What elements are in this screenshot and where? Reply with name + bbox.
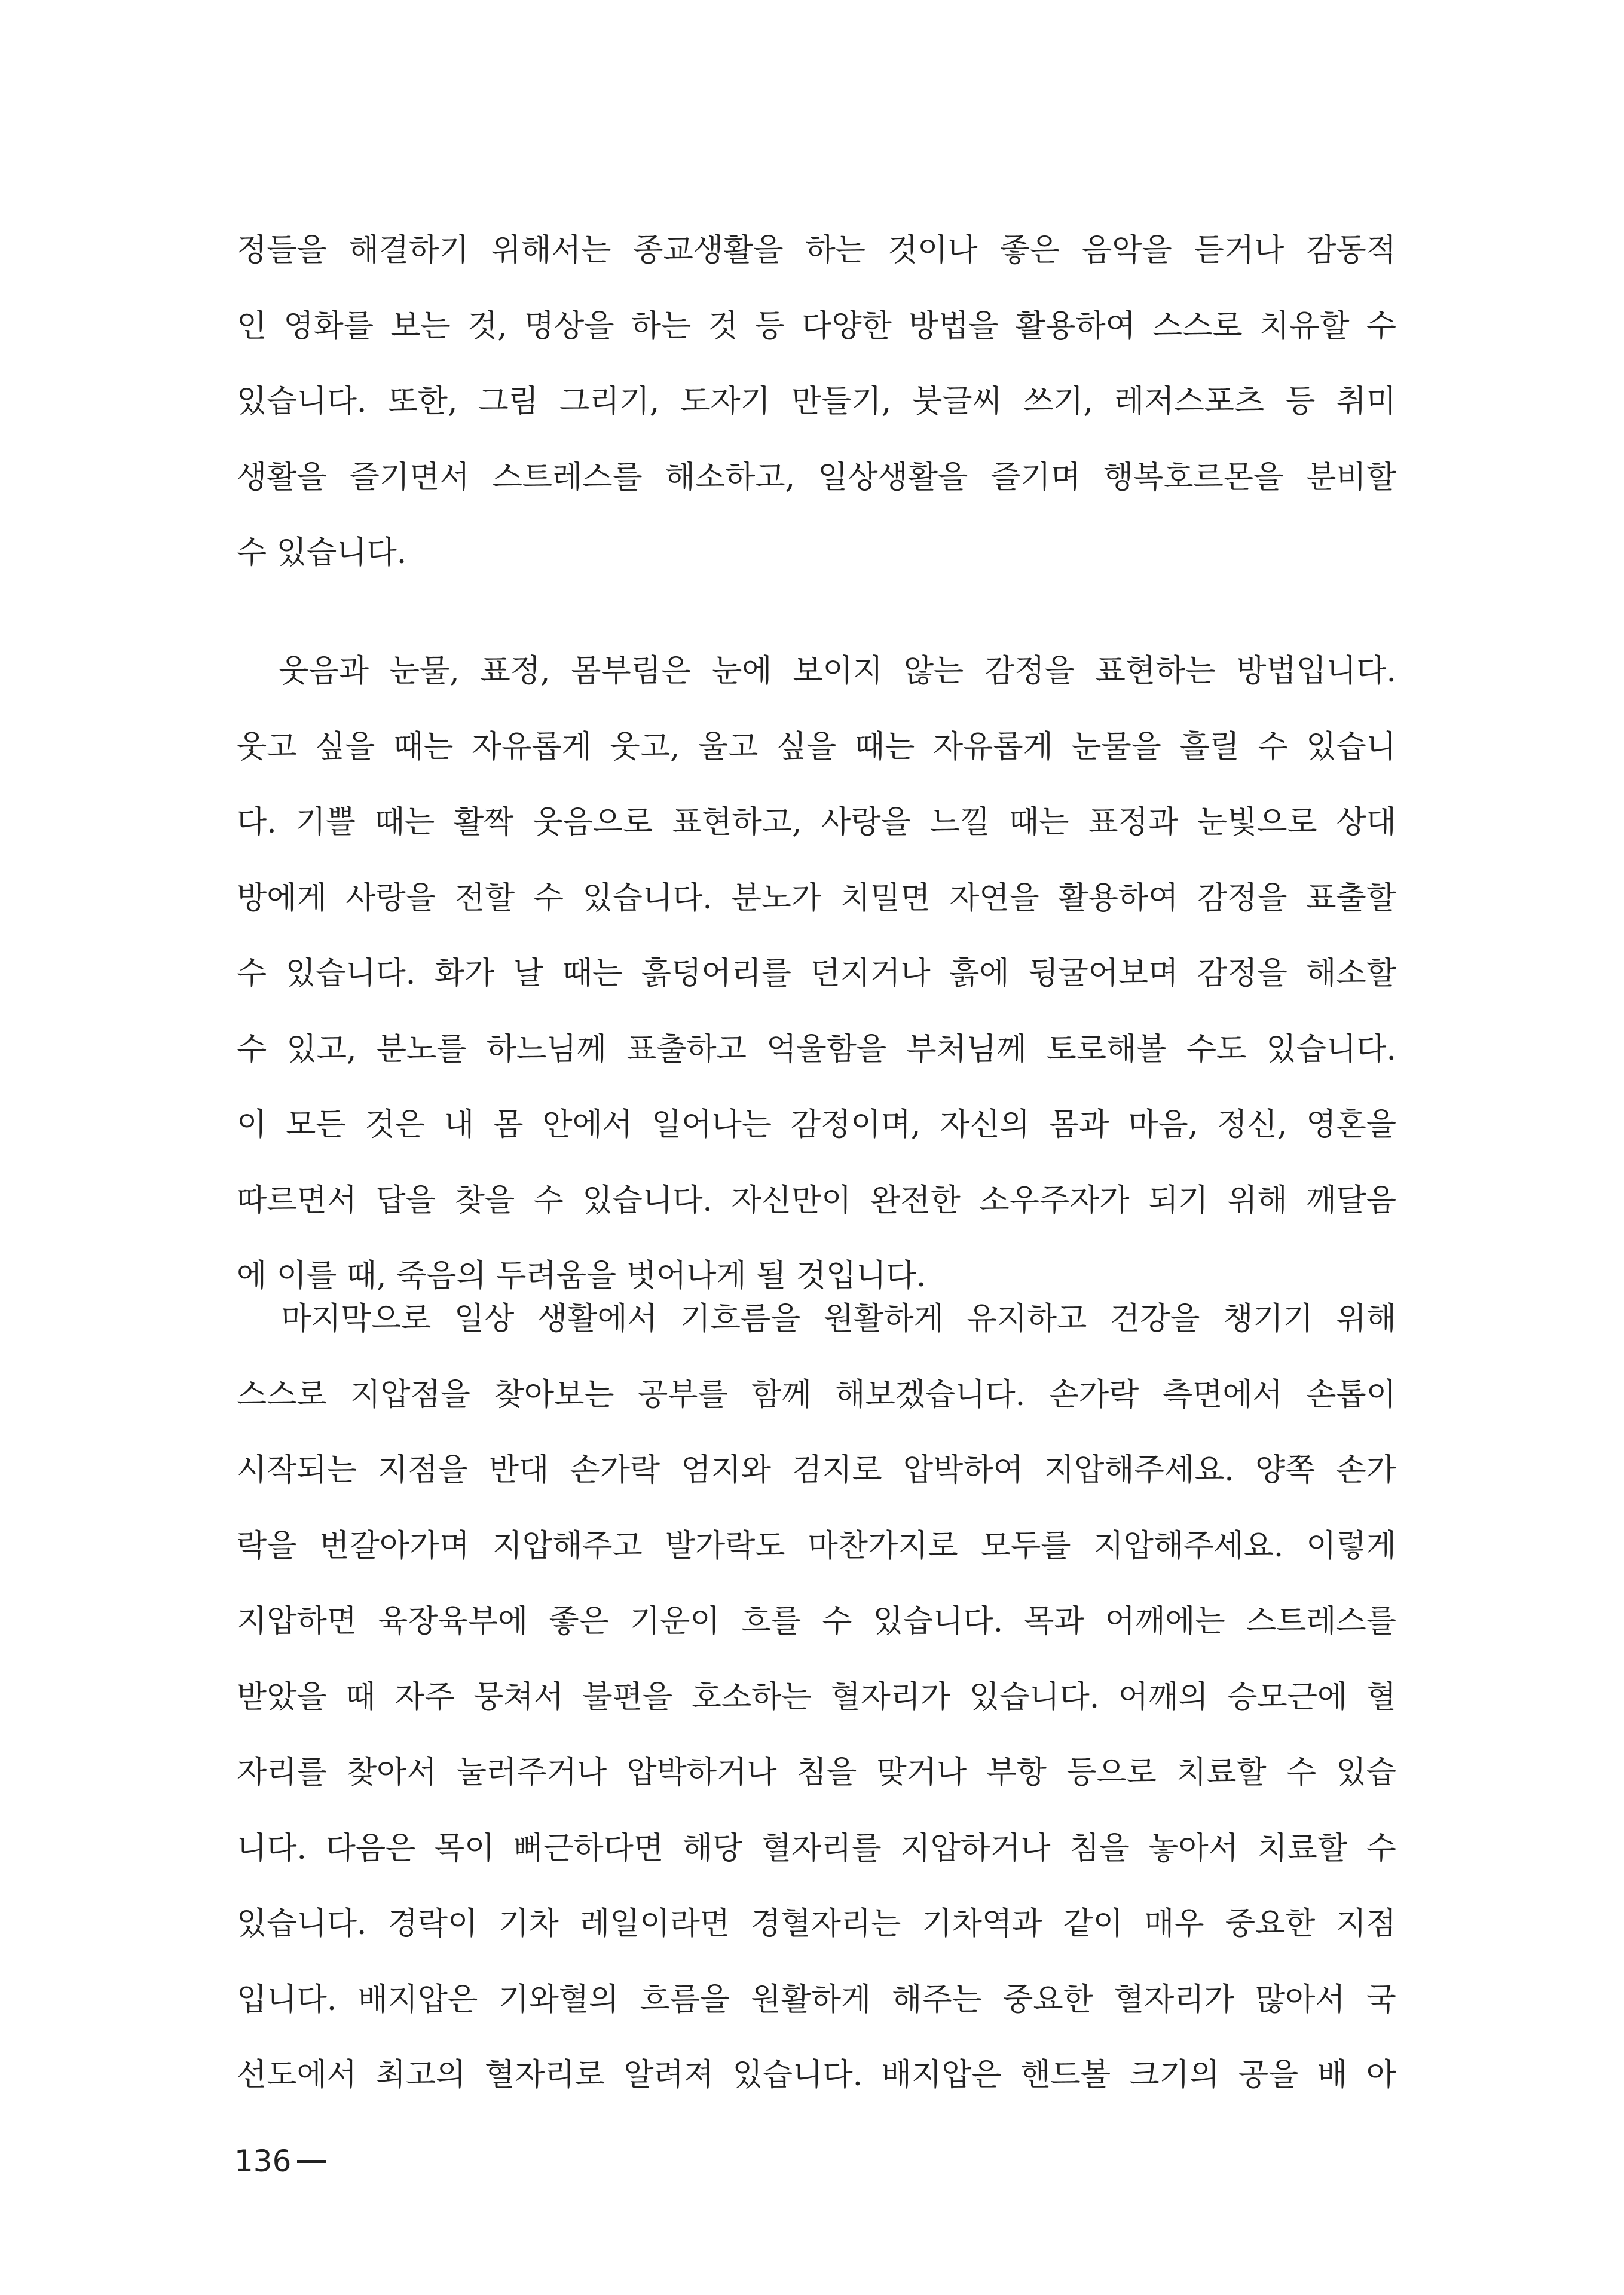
text-line: 수 있습니다. <box>237 535 407 571</box>
text-line: 정들을 해결하기 위해서는 종교생활을 하는 것이나 좋은 음악을 듣거나 감동적 <box>237 232 1396 268</box>
text-line: 있습니다. 또한, 그림 그리기, 도자기 만들기, 붓글씨 쓰기, 레저스포츠 등 취미 <box>237 384 1396 420</box>
text-line: 시작되는 지점을 반대 손가락 엄지와 검지로 압박하여 지압해주세요. 양쪽 손가 <box>237 1452 1396 1488</box>
text-line: 수 있고, 분노를 하느님께 표출하고 억울함을 부처님께 토로해볼 수도 있습니다. <box>237 1031 1396 1067</box>
text-line: 있습니다. 경락이 기차 레일이라면 경혈자리는 기차역과 같이 매우 중요한 지점 <box>237 1906 1396 1942</box>
text-line: 지압하면 육장육부에 좋은 기운이 흐를 수 있습니다. 목과 어깨에는 스트레스를 <box>237 1604 1396 1639</box>
text-line: 락을 번갈아가며 지압해주고 발가락도 마찬가지로 모두를 지압해주세요. 이렇게 <box>237 1528 1396 1564</box>
text-line: 수 있습니다. 화가 날 때는 흙덩어리를 던지거나 흙에 뒹굴어보며 감정을 해소할 <box>237 956 1396 992</box>
text-line: 웃고 싶을 때는 자유롭게 웃고, 울고 싶을 때는 자유롭게 눈물을 흘릴 수 있습니 <box>237 729 1396 765</box>
text-line: 웃음과 눈물, 표정, 몸부림은 눈에 보이지 않는 감정을 표현하는 방법입니다. <box>237 653 1396 689</box>
page-number <box>234 2137 326 2185</box>
paragraph-1 <box>237 213 1396 591</box>
text-line: 선도에서 최고의 혈자리로 알려져 있습니다. 배지압은 핸드볼 크기의 공을 배 아 <box>237 2057 1396 2093</box>
page-number-text: 136 <box>234 2144 292 2178</box>
text-line: 입니다. 배지압은 기와혈의 흐름을 원활하게 해주는 중요한 혈자리가 많아서 국 <box>237 1981 1396 2018</box>
text-line: 방에게 사랑을 전할 수 있습니다. 분노가 치밀면 자연을 활용하여 감정을 표출할 <box>237 880 1396 916</box>
text-line: 니다. 다음은 목이 뻐근하다면 해당 혈자리를 지압하거나 침을 놓아서 치료할 수 <box>237 1830 1396 1866</box>
text-line: 다. 기쁠 때는 활짝 웃음으로 표현하고, 사랑을 느낄 때는 표정과 눈빛으로 상대 <box>237 804 1396 840</box>
text-line: 인 영화를 보는 것, 명상을 하는 것 등 다양한 방법을 활용하여 스스로 치유할 수 <box>237 308 1396 344</box>
page-number-dash <box>297 2160 326 2163</box>
text-line: 자리를 찾아서 눌러주거나 압박하거나 침을 맞거나 부항 등으로 치료할 수 있습 <box>237 1755 1396 1791</box>
paragraph-2 <box>237 634 1396 1314</box>
text-line: 마지막으로 일상 생활에서 기흐름을 원활하게 유지하고 건강을 챙기기 위해 <box>237 1301 1396 1337</box>
text-line: 에 이를 때, 죽음의 두려움을 벗어나게 될 것입니다. <box>237 1258 926 1294</box>
text-line: 스스로 지압점을 찾아보는 공부를 함께 해보겠습니다. 손가락 측면에서 손톱이 <box>237 1376 1396 1413</box>
paragraph-3 <box>237 1281 1396 2113</box>
text-line: 받았을 때 자주 뭉쳐서 불편을 호소하는 혈자리가 있습니다. 어깨의 승모근에 혈 <box>237 1679 1396 1715</box>
text-line: 이 모든 것은 내 몸 안에서 일어나는 감정이며, 자신의 몸과 마음, 정신, 영혼을 <box>237 1107 1396 1143</box>
text-line: 생활을 즐기면서 스트레스를 해소하고, 일상생활을 즐기며 행복호르몬을 분비할 <box>237 459 1396 495</box>
text-line: 따르면서 답을 찾을 수 있습니다. 자신만이 완전한 소우주자가 되기 위해 깨달음 <box>237 1182 1396 1219</box>
